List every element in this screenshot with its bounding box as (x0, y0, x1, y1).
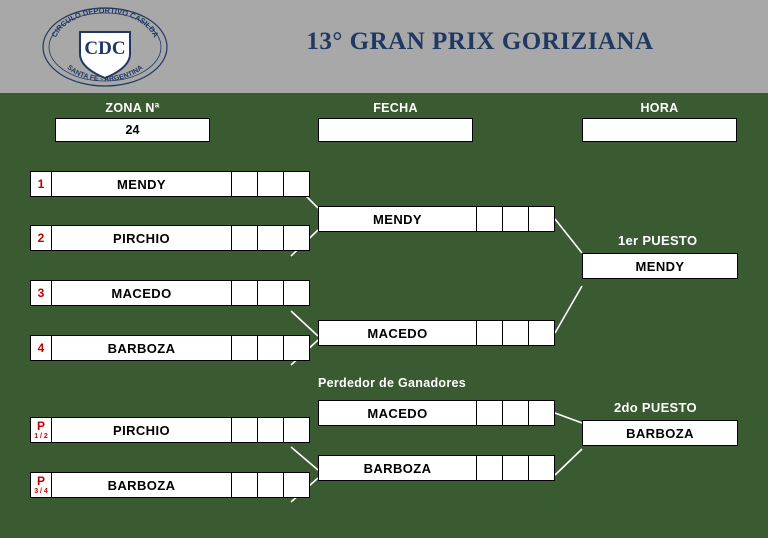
score-cell-3[interactable] (284, 171, 310, 197)
score-cell-3[interactable] (529, 206, 555, 232)
seed-badge (30, 225, 52, 251)
score-cell-2[interactable] (258, 417, 284, 443)
seed-badge (30, 171, 52, 197)
seed-number: P (36, 474, 45, 488)
second-place-box[interactable] (582, 420, 738, 446)
round2-match-4[interactable] (318, 455, 555, 481)
seed-number: 4 (37, 340, 45, 355)
seed-badge (30, 417, 52, 443)
player-name[interactable]: MACEDO (318, 400, 477, 426)
seed-badge (30, 472, 52, 498)
round1-match-1[interactable] (30, 171, 310, 197)
losers-bracket-label: Perdedor de Ganadores (318, 376, 467, 390)
player-name[interactable]: BARBOZA (318, 455, 477, 481)
score-cell-3[interactable] (284, 280, 310, 306)
page-header (0, 0, 768, 93)
score-cell-3[interactable] (284, 225, 310, 251)
score-cell-2[interactable] (503, 320, 529, 346)
svg-text:SANTA FE - ARGENTINA: SANTA FE - ARGENTINA (65, 64, 145, 84)
fecha-label: FECHA (373, 101, 418, 115)
zona-label: ZONA Nª (105, 101, 160, 115)
score-cell-2[interactable] (503, 455, 529, 481)
seed-number: 2 (37, 230, 45, 245)
player-name[interactable]: BARBOZA (582, 420, 738, 446)
score-cell-3[interactable] (529, 400, 555, 426)
round1-match-3[interactable] (30, 280, 310, 306)
svg-text:CIRCULO DEPORTIVO CASILDA: CIRCULO DEPORTIVO CASILDA (49, 6, 161, 39)
player-name[interactable]: MENDY (52, 171, 232, 197)
score-cell-2[interactable] (503, 400, 529, 426)
seed-number: 3 (37, 285, 45, 300)
round1-match-6[interactable] (30, 472, 310, 498)
score-cell-1[interactable] (232, 417, 258, 443)
score-cell-3[interactable] (529, 455, 555, 481)
round1-match-2[interactable] (30, 225, 310, 251)
seed-number: 1 (37, 176, 45, 191)
round1-match-4[interactable] (30, 335, 310, 361)
bracket-board (0, 93, 768, 538)
player-name[interactable]: PIRCHIO (52, 417, 232, 443)
seed-badge (30, 280, 52, 306)
hora-label: HORA (640, 101, 679, 115)
score-cell-3[interactable] (284, 472, 310, 498)
score-cell-2[interactable] (503, 206, 529, 232)
seed-sub: 1 / 2 (34, 433, 48, 440)
first-place-box[interactable] (582, 253, 738, 279)
score-cell-1[interactable] (232, 472, 258, 498)
page-title: 13° GRAN PRIX GORIZIANA (306, 28, 654, 55)
score-cell-2[interactable] (258, 225, 284, 251)
score-cell-1[interactable] (232, 225, 258, 251)
score-cell-1[interactable] (477, 400, 503, 426)
seed-badge (30, 335, 52, 361)
player-name[interactable]: MACEDO (52, 280, 232, 306)
round2-match-3[interactable] (318, 400, 555, 426)
score-cell-1[interactable] (232, 335, 258, 361)
score-cell-1[interactable] (477, 206, 503, 232)
score-cell-3[interactable] (529, 320, 555, 346)
score-cell-1[interactable] (232, 280, 258, 306)
player-name[interactable]: PIRCHIO (52, 225, 232, 251)
zona-value-field[interactable]: 24 (55, 118, 210, 142)
second-place-label: 2do PUESTO (614, 400, 697, 415)
player-name[interactable]: BARBOZA (52, 472, 232, 498)
score-cell-1[interactable] (232, 171, 258, 197)
player-name[interactable]: MACEDO (318, 320, 477, 346)
score-cell-1[interactable] (477, 455, 503, 481)
round2-match-1[interactable] (318, 206, 555, 232)
score-cell-3[interactable] (284, 417, 310, 443)
round1-match-5[interactable] (30, 417, 310, 443)
svg-text:CDC: CDC (84, 38, 126, 59)
score-cell-2[interactable] (258, 171, 284, 197)
round2-match-2[interactable] (318, 320, 555, 346)
score-cell-3[interactable] (284, 335, 310, 361)
player-name[interactable]: MENDY (318, 206, 477, 232)
score-cell-1[interactable] (477, 320, 503, 346)
score-cell-2[interactable] (258, 280, 284, 306)
player-name[interactable]: BARBOZA (52, 335, 232, 361)
score-cell-2[interactable] (258, 472, 284, 498)
score-cell-2[interactable] (258, 335, 284, 361)
seed-sub: 3 / 4 (34, 488, 48, 495)
club-crest-icon (40, 6, 170, 88)
first-place-label: 1er PUESTO (618, 233, 698, 248)
hora-value-field[interactable] (582, 118, 737, 142)
seed-number: P (36, 419, 45, 433)
fecha-value-field[interactable] (318, 118, 473, 142)
player-name[interactable]: MENDY (582, 253, 738, 279)
